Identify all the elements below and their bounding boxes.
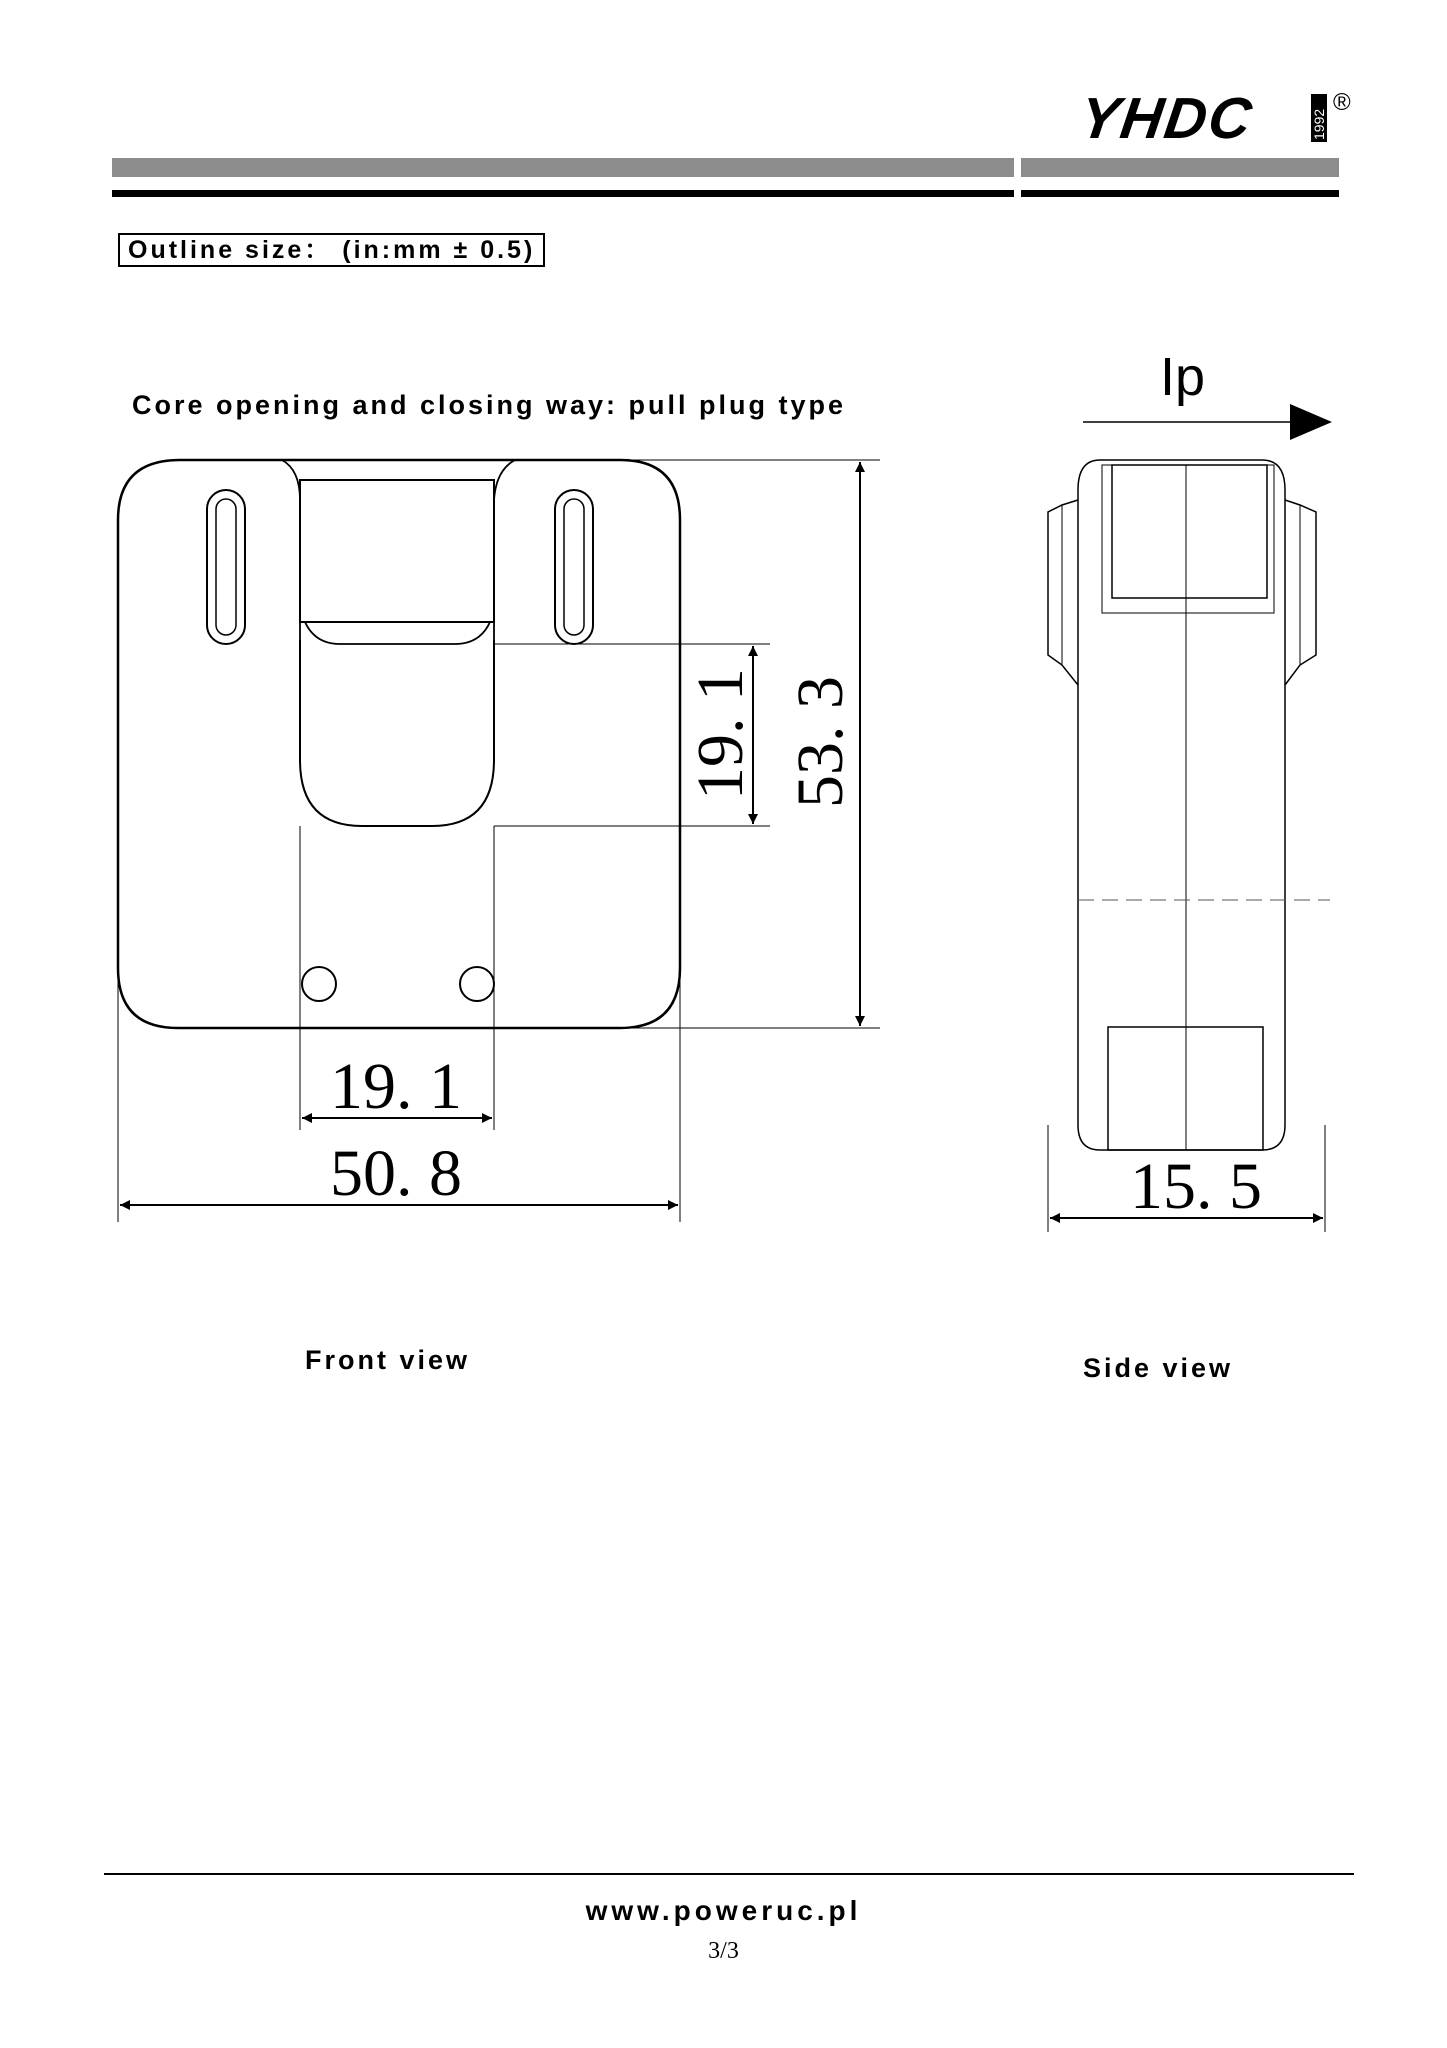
logo-year: 1992	[1311, 108, 1327, 140]
page-number: 3/3	[708, 1938, 739, 1964]
footer-url[interactable]: www.poweruc.pl	[585, 1895, 862, 1926]
logo-text: YHDC	[1085, 86, 1258, 146]
current-label: Ip	[1160, 347, 1206, 407]
dim-window-height-label: 19. 1	[684, 668, 757, 800]
side-tab-left	[1048, 500, 1078, 685]
side-view-caption: Side view	[1083, 1353, 1234, 1383]
footer-rule	[104, 1873, 1354, 1875]
side-plug-top	[1112, 465, 1267, 598]
dim-height-label: 53. 3	[784, 676, 857, 808]
core-opening-heading: Core opening and closing way: pull plug type	[132, 390, 847, 420]
side-plug-top-inner	[1102, 465, 1274, 613]
dim-window-width-label: 19. 1	[330, 1050, 462, 1123]
dim-thickness-label: 15. 5	[1130, 1150, 1262, 1223]
registered-mark: ®	[1333, 89, 1351, 116]
current-arrow-head	[1290, 404, 1332, 440]
side-body-outline	[1078, 460, 1285, 1150]
front-view-caption: Front view	[305, 1345, 471, 1375]
outline-size-label: Outline size： (in:mm ± 0.5)	[118, 233, 545, 267]
dim-width-label: 50. 8	[330, 1137, 462, 1210]
